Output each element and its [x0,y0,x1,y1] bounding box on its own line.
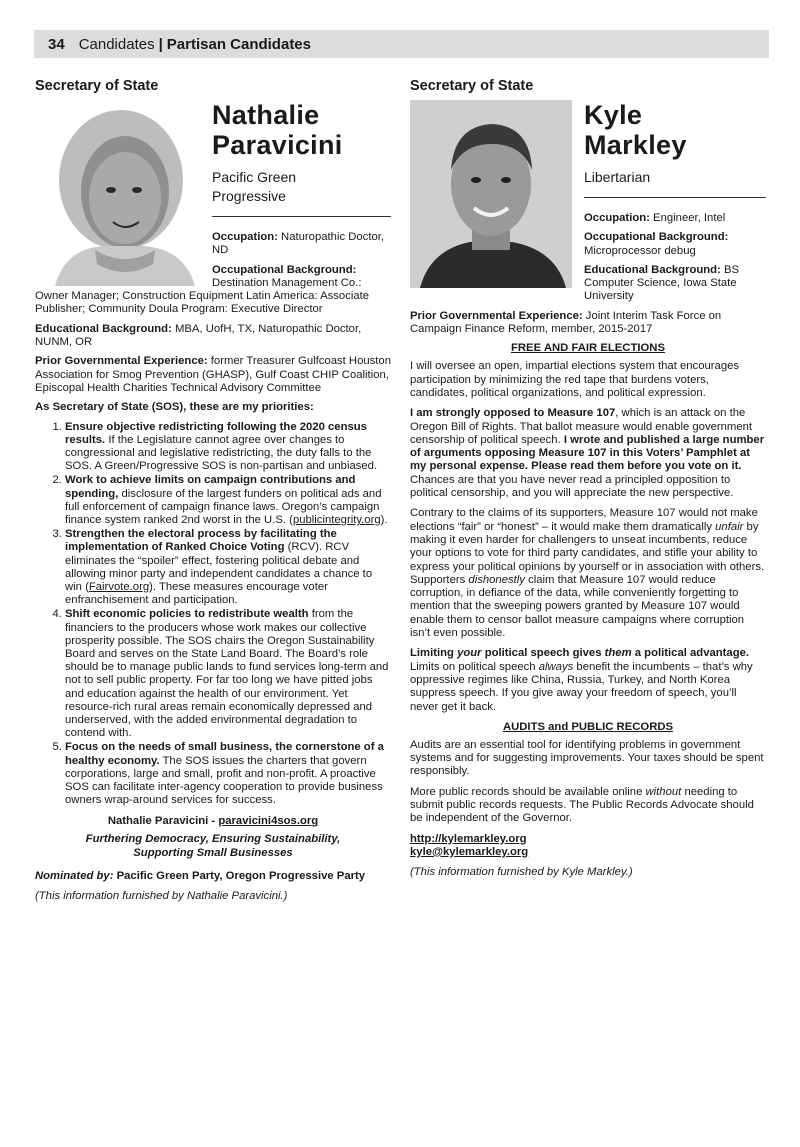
heading-free-fair-elections: FREE AND FAIR ELECTIONS [511,342,665,355]
candidate-name-right-last: Markley [584,130,687,160]
tagline-left: Furthering Democracy, Ensuring Sustainability, Supporting Small Businesses [85,833,341,859]
fairvote-link[interactable]: Fairvote.org [88,581,150,593]
candidate-name-left-last: Paravicini [212,130,343,160]
header-subsection: Partisan Candidates [166,35,311,53]
occupation-right: Occupation: Engineer, Intel [584,212,726,224]
statement-paragraph: More public records should be available online without needing to submit public records requests. The Public Records Advocate should be independent of the Governor. [410,785,754,825]
website-link-right[interactable]: http://kylemarkley.org [410,832,527,845]
candidate-name-left-first: Nathalie [212,100,320,130]
candidate-photo-left [35,100,200,286]
header-separator: | [158,35,163,53]
occupational-background-right: Occupational Background: Microprocessor debug [584,231,729,257]
priority-item: 3. Strengthen the electoral process by facilitating the implementation of Ranked Choice Voting (RCV). RCV eliminates the “spoiler” effect, fostering political debate and allowing minor party and independent candidates a chance to win (Fairvote.org). These measures encourage voter enfranchisement and participation. [65,528,391,607]
office-title-left: Secretary of State [35,78,159,94]
contact-links [410,833,766,860]
party-left-line1: Pacific Green [212,169,297,185]
priorities-list [35,421,391,808]
furnished-note-left: (This information furnished by Nathalie Paravicini.) [35,890,288,903]
statement-paragraph: I will oversee an open, impartial elections system that encourages participation by minimizing the red tape that burdens voters, candidates, political organizations, and political expression. [410,360,740,399]
occupational-background-left: Occupational Background: Destination Management Co.: Owner Manager; Construction Equipment Latin America: Associate Publisher; Community Doula Program: Executive Director [35,263,370,316]
party-right: Libertarian [584,169,651,185]
divider-right [584,197,766,198]
email-link-right[interactable]: kyle@kylemarkley.org [410,845,529,858]
candidate-name-right-first: Kyle [584,100,643,130]
priorities-heading: As Secretary of State (SOS), these are my priorities: [35,401,314,414]
statement-paragraph: Contrary to the claims of its supporters, Measure 107 would not make elections “fair” or “honest” – it would make them dramatically unfair by making it even harder for challengers to unseat incumbents, reduce your options to vote for third party candidates, and stifle your ability to express your political opinions by yourself or in association with others. Supporters dishonestly claim that Measure 107 would reduce corruption, in defiance of the data, while conveniently forgetting to mention that the sweeping powers granted by Measure 107 would enable them to censor ballot measure campaigns where corruption isn’t even possible. [410,507,765,640]
heading-audits-public-records: AUDITS and PUBLIC RECORDS [502,720,674,733]
header-section: Candidates [78,35,155,53]
publicintegrity-link[interactable]: publicintegrity.org [292,513,381,526]
candidate-photo-right [410,100,572,288]
educational-background-right: Educational Background: BS Computer Science, Iowa State University [584,263,740,303]
page-number: 34 [48,35,65,53]
party-left-line2: Progressive [212,188,286,204]
office-title-right: Secretary of State [410,78,534,94]
statement-paragraph: I am strongly opposed to Measure 107, which is an attack on the Oregon Bill of Rights. That ballot measure would enable government censorship of political speech. I wrote and published a large number of arguments opposing Measure 107 in this Voters’ Pamphlet at my personal expense. Please read them before you vote on it. Chances are that you have never read a principled opposition to political censorship, and you will appreciate the new perspective. [410,407,765,500]
furnished-note-right: (This information furnished by Kyle Markley.) [410,866,633,879]
statement-paragraph: Audits are an essential tool for identifying problems in government systems and for suggesting improvements. Your taxes should be spent responsibly. [410,738,764,778]
priority-item: 1. Ensure objective redistricting following the 2020 census results. If the Legislature cannot agree over changes to congressional and legislative redistricting, the duty falls to the SOS. A Green/Progressive SOS is non-partisan and unbiased. [65,421,391,474]
prior-gov-experience-left: Prior Governmental Experience: former Treasurer Gulfcoast Houston Association for Smog Prevention (GHASP), Gulf Coast CHIP Coalition, Episcopal Health Charities Technical Advisory Committee [35,355,391,394]
occupation-left: Occupation: Naturopathic Doctor, ND [212,231,385,257]
divider-left [212,216,391,217]
campaign-website-link-left[interactable]: paravicini4sos.org [218,815,319,828]
candidate-column-left [35,78,391,902]
nominated-by: Nominated by: Pacific Green Party, Oregon Progressive Party [35,870,366,883]
candidate-column-right [410,78,766,878]
signature-left: Nathalie Paravicini - paravicini4sos.org [107,815,319,828]
prior-gov-experience-right: Prior Governmental Experience: Joint Interim Task Force on Campaign Finance Reform, member, 2015-2017 [410,309,722,336]
page-header [34,30,769,58]
priority-item: 2. Work to achieve limits on campaign contributions and spending, disclosure of the largest funders on political ads and full enforcement of campaign finance laws. Oregon’s campaign finance system ranked 2nd worst in the U.S. (publicintegrity.org). [65,474,391,527]
priority-item: 4. Shift economic policies to redistribute wealth from the financiers to the producers whose work makes our collective prosperity possible. The SOS chairs the Oregon Sustainability Board and serves on the State Land Board. The Board’s role should be to manage public lands to fund services long-term and not to sell public property. For far too long we have pitted jobs and education against the health of our environment. Yet resource-rich rural areas remain economically depressed and underserved, with the added environmental degradation to contend with. [65,608,391,740]
educational-background-left: Educational Background: MBA, UofH, TX, Naturopathic Doctor, NUNM, OR [35,322,362,349]
priority-item: 5. Focus on the needs of small business, the cornerstone of a healthy economy. The SOS issues the charters that govern corporations, large and small, profit and non-profit. A proactive SOS can facilitate inter-agency cooperation to provide business owners wrap-around services for success. [65,741,391,807]
statement-paragraph: Limiting your political speech gives them a political advantage. Limits on political speech always benefit the incumbents – that’s why oppressive regimes like China, Russia, Turkey, and North Korea suppress speech. If you give away your freedom of speech, you’ll never get it back. [410,647,753,713]
